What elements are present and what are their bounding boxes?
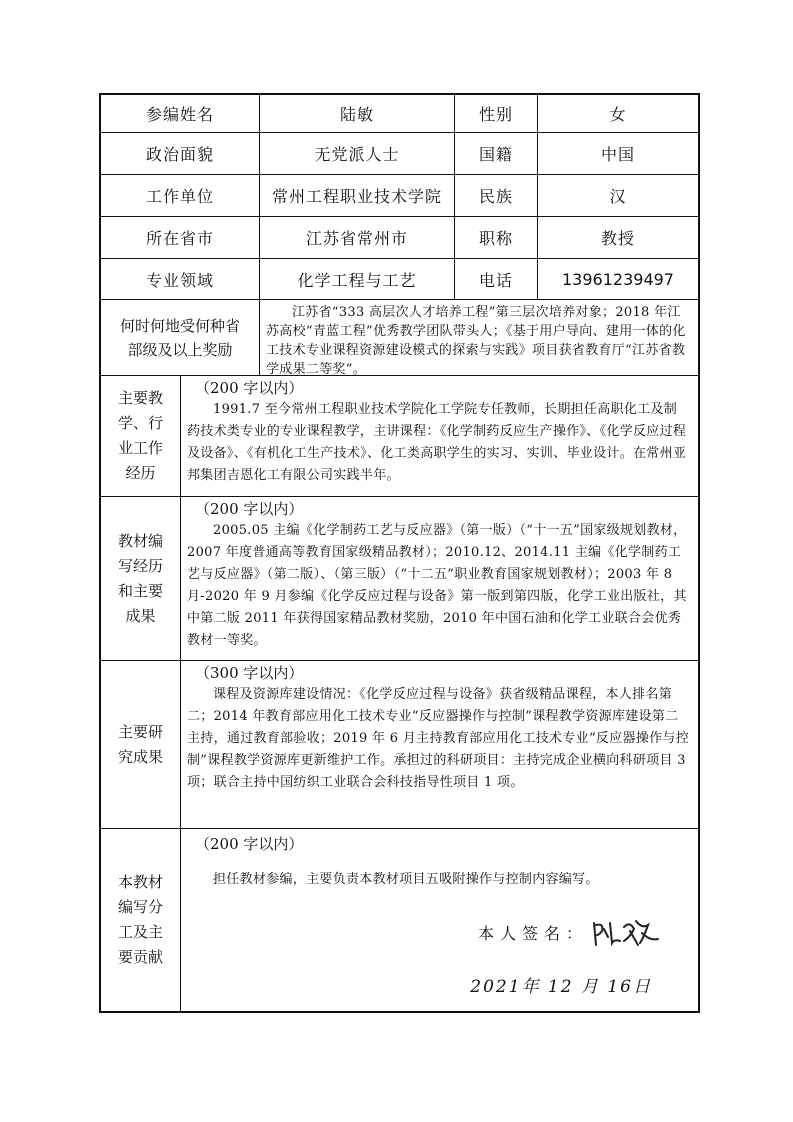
employer-value: 常州工程职业技术学院 <box>260 175 455 216</box>
contribution-limit: （200 字以内） <box>195 835 304 853</box>
section-textbooks <box>101 497 698 661</box>
experience-text: 1991.7 至今常州工程职业技术学院化工学院专任教师，长期担任高职化工及制药技术类专业的专业课程教学，主讲课程：《化学制药反应生产操作》、《化学反应过程及设备》、《有机化工生产技术》、化工类高职学生的实习、实训、毕业设计。在常州亚邦集团吉恩化工有限公司实践半年。 <box>187 402 687 483</box>
signature-line <box>478 915 662 949</box>
city-value: 江苏省常州市 <box>260 217 455 258</box>
phone-label: 电话 <box>455 259 538 299</box>
nationality-label: 国籍 <box>455 133 538 174</box>
phone-value: 13961239497 <box>562 269 674 289</box>
ethnicity-value: 汉 <box>609 187 627 206</box>
textbooks-limit: （200 字以内） <box>195 500 304 518</box>
city-label: 所在省市 <box>101 217 260 258</box>
info-form <box>99 93 700 1013</box>
row-city <box>101 217 698 259</box>
section-contribution <box>101 829 698 1011</box>
ethnicity-label: 民族 <box>455 175 538 216</box>
research-label: 主要研究成果 <box>101 661 181 828</box>
experience-limit: （200 字以内） <box>195 379 304 397</box>
section-research <box>101 661 698 829</box>
gender-value: 女 <box>609 105 627 124</box>
research-text: 课程及资源库建设情况：《化学反应过程与设备》获省级精品课程，本人排名第二；2014 年教育部应用化工技术专业“反应器操作与控制”课程教学资源库建设第二主持，通过教育部验收；2019 年 6 月主持教育部应用化工技术专业“反应器操作与控制”课程教学资源库更新维护工作。承担过的科研项目：主持完成企业横向科研项目 3 项；联合主持中国纺织工业联合会科技指导性项目 1 项。 <box>187 687 689 790</box>
field-value: 化学工程与工艺 <box>260 259 455 299</box>
nationality-value: 中国 <box>600 145 635 164</box>
name-value: 陆敏 <box>260 95 455 132</box>
textbooks-text: 2005.05 主编《化学制药工艺与反应器》（第一版）（“十一五”国家级规划教材，2007 年度普通高等教育国家级精品教材）；2010.12、2014.11 主编《化学制药工艺与反应器》（第二版）、（第三版）（“十二五”职业教育国家规划教材）；2003 年 8 月-2020 年 9 月参编《化学反应过程与设备》第一版到第四版，化学工业出版社，其中第二版 2011 年获得国家精品教材奖励，2010 年中国石油和化学工业联合会优秀教材一等奖。 <box>187 523 687 648</box>
signature-label: 本人签名： <box>477 923 588 943</box>
contribution-text: 担任教材参编，主要负责本教材项目五吸附操作与控制内容编写。 <box>213 872 599 887</box>
row-name <box>101 95 698 133</box>
title-value: 教授 <box>600 229 635 248</box>
research-limit: （300 字以内） <box>195 664 304 682</box>
row-political <box>101 133 698 175</box>
row-field <box>101 259 698 300</box>
political-label: 政治面貌 <box>101 133 260 174</box>
contribution-label: 本教材编写分工及主要贡献 <box>101 829 181 1011</box>
section-experience <box>101 376 698 497</box>
awards-text: 江苏省“333 高层次人才培养工程”第三层次培养对象；2018 年江苏高校“青蓝工程”优秀教学团队带头人；《基于用户导向、建用一体的化工技术专业课程资源建设模式的探索与实践》项目获省教育厅“江苏省教学成果二等奖”。 <box>266 305 686 377</box>
gender-label: 性别 <box>455 95 538 132</box>
experience-label: 主要教学、行业工作经历 <box>101 376 181 496</box>
row-employer <box>101 175 698 217</box>
signature-date: 2021年 12 月 16日 <box>470 977 652 997</box>
handwritten-signature <box>590 915 662 949</box>
textbooks-label: 教材编写经历和主要成果 <box>101 497 181 660</box>
field-label: 专业领域 <box>101 259 260 299</box>
title-label: 职称 <box>455 217 538 258</box>
name-label: 参编姓名 <box>101 95 260 132</box>
political-value: 无党派人士 <box>260 133 455 174</box>
employer-label: 工作单位 <box>101 175 260 216</box>
awards-label: 何时何地受何种省部级及以上奖励 <box>101 300 260 375</box>
row-awards <box>101 300 698 376</box>
